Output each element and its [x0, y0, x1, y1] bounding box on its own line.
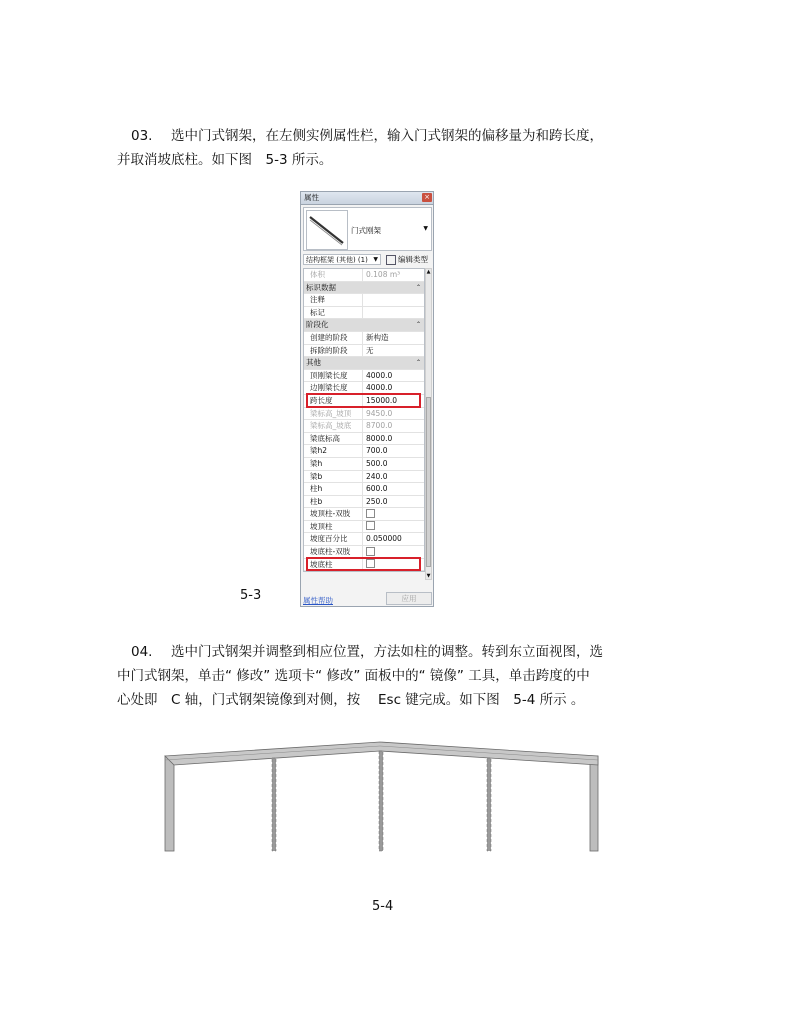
paragraph-line [117, 688, 642, 712]
instance-filter-row [303, 254, 432, 266]
property-value[interactable]: 无 [366, 345, 374, 355]
inner-column [272, 758, 276, 851]
property-group-header[interactable] [304, 282, 424, 295]
type-thumbnail [306, 210, 348, 250]
property-row[interactable] [304, 408, 424, 421]
properties-panel [300, 191, 434, 607]
property-value[interactable]: 700.0 [366, 446, 388, 456]
property-row[interactable] [304, 307, 424, 320]
property-label: 拆除的阶段 [304, 345, 363, 357]
paragraph-line [117, 148, 642, 172]
chevron-down-icon: ▼ [423, 225, 428, 232]
group-label: 阶段化 [306, 320, 329, 330]
paragraph-text: 选中门式钢架并调整到相应位置，方法如柱的调整。转到东立面视图，选 [171, 644, 603, 660]
paragraph-03 [117, 124, 642, 172]
paragraph-line [117, 640, 642, 664]
chevron-up-icon[interactable]: ⌃ [415, 359, 421, 367]
property-value[interactable] [366, 521, 375, 533]
inner-column [487, 758, 491, 851]
scroll-down-icon[interactable]: ▼ [426, 573, 431, 579]
property-group-header[interactable] [304, 357, 424, 370]
property-label: 坡底柱-双肢 [304, 546, 363, 558]
step-number: 03. [131, 128, 153, 144]
edit-type-label: 编辑类型 [398, 255, 428, 264]
property-label: 坡底柱 [304, 559, 363, 571]
group-label: 标识数据 [306, 282, 336, 292]
property-label: 坡度百分比 [304, 533, 363, 545]
instance-filter-dropdown[interactable] [303, 254, 381, 265]
property-label: 坡顶柱-双肢 [304, 508, 363, 520]
property-row[interactable] [304, 521, 424, 534]
checkbox[interactable] [366, 521, 375, 530]
property-row[interactable] [304, 508, 424, 521]
property-value[interactable] [366, 508, 375, 520]
property-row[interactable] [304, 332, 424, 345]
property-value[interactable]: 4000.0 [366, 370, 393, 380]
property-row[interactable] [304, 483, 424, 496]
paragraph-text: 心处即 C 轴，门式钢架镜像到对侧，按 Esc 键完成。如下图 5-4 所示 。 [117, 692, 585, 708]
property-value[interactable]: 新构造 [366, 332, 389, 342]
property-label: 体积 [304, 269, 363, 281]
property-row[interactable] [304, 471, 424, 484]
property-label: 坡顶柱 [304, 521, 363, 533]
group-label: 其他 [306, 358, 321, 368]
property-row[interactable] [304, 496, 424, 509]
property-row[interactable] [304, 420, 424, 433]
property-label: 注释 [304, 294, 363, 306]
property-label: 梁h [304, 458, 363, 470]
edit-type-button[interactable] [386, 254, 428, 265]
property-group-header[interactable] [304, 319, 424, 332]
property-value[interactable]: 250.0 [366, 496, 388, 506]
paragraph-04 [117, 640, 642, 712]
property-value[interactable]: 240.0 [366, 471, 388, 481]
property-label: 创建的阶段 [304, 332, 363, 344]
property-row[interactable] [304, 269, 424, 282]
inner-column [379, 751, 383, 851]
scrollbar[interactable] [425, 268, 432, 580]
properties-help-link[interactable]: 属性帮助 [303, 596, 333, 605]
panel-title-bar [301, 192, 433, 205]
highlight-box [306, 393, 421, 408]
type-selector[interactable] [303, 207, 432, 251]
properties-grid [303, 268, 425, 572]
outer-column [590, 756, 598, 851]
property-label: 梁底标高 [304, 433, 363, 445]
property-row[interactable] [304, 433, 424, 446]
scrollbar-thumb[interactable] [426, 397, 431, 567]
paragraph-text: 中门式钢架，单击“ 修改” 选项卡“ 修改” 面板中的“ 镜像” 工具，单击跨度的中 [117, 668, 590, 684]
instance-filter-label: 结构框架 (其他) (1) [306, 256, 368, 264]
property-value[interactable]: 500.0 [366, 458, 388, 468]
apply-button[interactable]: 应用 [386, 592, 432, 605]
property-value[interactable]: 0.108 m³ [366, 270, 401, 279]
property-label: 柱b [304, 496, 363, 508]
property-row[interactable] [304, 533, 424, 546]
property-row[interactable] [304, 294, 424, 307]
property-label: 标记 [304, 307, 363, 319]
paragraph-line [117, 664, 642, 688]
property-value[interactable]: 600.0 [366, 484, 388, 494]
figure-caption: 5-4 [372, 899, 394, 914]
property-row[interactable] [304, 345, 424, 358]
chevron-down-icon: ▼ [373, 256, 378, 263]
close-icon[interactable]: × [422, 193, 432, 202]
property-value[interactable]: 4000.0 [366, 383, 393, 393]
scroll-up-icon[interactable]: ▲ [426, 269, 431, 275]
outer-column [165, 756, 174, 851]
property-row[interactable] [304, 445, 424, 458]
figure-caption: 5-3 [240, 588, 262, 603]
edit-type-icon [386, 255, 396, 265]
property-label: 梁b [304, 471, 363, 483]
property-label: 梁标高_坡底 [304, 420, 363, 432]
paragraph-line [117, 124, 642, 148]
type-name: 门式刚架 [351, 226, 381, 235]
property-label: 梁h2 [304, 445, 363, 457]
chevron-up-icon[interactable]: ⌃ [415, 321, 421, 329]
property-value[interactable]: 9450.0 [366, 408, 393, 418]
property-label: 跨长度 [304, 395, 363, 407]
portal-frame-elevation [137, 723, 619, 883]
property-row[interactable] [304, 458, 424, 471]
property-label: 梁标高_坡顶 [304, 408, 363, 420]
property-label: 边刚梁长度 [304, 382, 363, 394]
property-row[interactable] [304, 370, 424, 383]
panel-title: 属性 [304, 193, 319, 202]
property-value[interactable]: 8000.0 [366, 433, 393, 443]
property-value[interactable]: 0.050000 [366, 534, 402, 544]
property-label: 柱h [304, 483, 363, 495]
property-label: 顶刚梁长度 [304, 370, 363, 382]
highlight-box [306, 557, 421, 572]
property-value[interactable]: 8700.0 [366, 421, 393, 431]
paragraph-text: 选中门式钢架，在左侧实例属性栏，输入门式钢架的偏移量为和跨长度， [171, 128, 603, 144]
paragraph-text: 并取消坡底柱。如下图 5-3 所示。 [117, 152, 333, 168]
property-value[interactable]: 15000.0 [366, 395, 398, 405]
step-number: 04. [131, 644, 153, 660]
checkbox[interactable] [366, 547, 375, 556]
chevron-up-icon[interactable]: ⌃ [415, 283, 421, 291]
checkbox[interactable] [366, 509, 375, 518]
